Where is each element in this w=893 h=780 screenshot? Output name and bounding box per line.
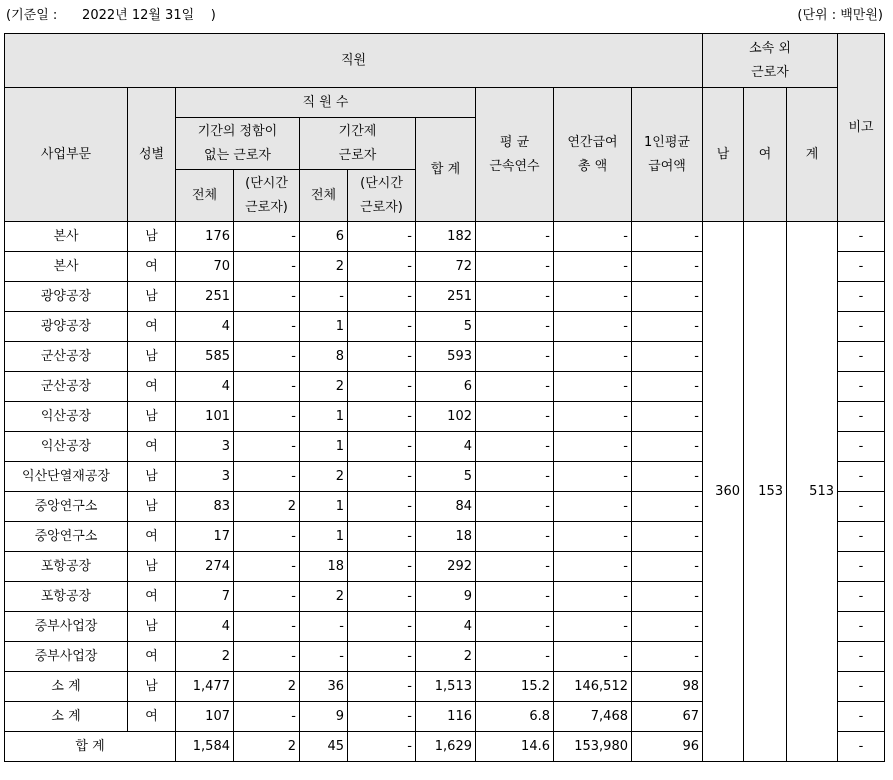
avg-tenure-cell: - (476, 522, 554, 552)
sum-cell: 182 (416, 222, 476, 252)
permanent-parttime-cell: - (234, 582, 300, 612)
gender-cell: 남 (128, 672, 176, 702)
avg-tenure-cell: - (476, 342, 554, 372)
contract-total-cell: - (300, 282, 348, 312)
total-pay-cell: - (554, 642, 632, 672)
avg-pay-cell: - (632, 462, 703, 492)
contract-parttime-cell: - (348, 312, 416, 342)
permanent-total-cell: 274 (176, 552, 234, 582)
remarks-cell: - (838, 342, 885, 372)
permanent-parttime-cell: - (234, 312, 300, 342)
contract-total-cell: 6 (300, 222, 348, 252)
permanent-parttime-cell: 2 (234, 732, 300, 762)
gender-cell: 여 (128, 252, 176, 282)
gender-cell: 여 (128, 582, 176, 612)
permanent-total-cell: 4 (176, 372, 234, 402)
avg-pay-cell: - (632, 372, 703, 402)
permanent-total-cell: 2 (176, 642, 234, 672)
contract-header: 기간제 근로자 (300, 118, 416, 170)
avg-tenure-header: 평 균 근속연수 (476, 88, 554, 222)
permanent-total-cell: 70 (176, 252, 234, 282)
avg-pay-cell: - (632, 222, 703, 252)
total-pay-cell: - (554, 222, 632, 252)
total-pay-header: 연간급여 총 액 (554, 88, 632, 222)
avg-pay-cell: - (632, 582, 703, 612)
division-cell: 광양공장 (5, 282, 128, 312)
division-cell: 소 계 (5, 672, 128, 702)
sum-cell: 5 (416, 312, 476, 342)
gender-cell: 남 (128, 492, 176, 522)
sum-cell: 4 (416, 432, 476, 462)
permanent-total-cell: 3 (176, 432, 234, 462)
contract-parttime-header: (단시간 근로자) (348, 170, 416, 222)
total-pay-cell: - (554, 522, 632, 552)
unit-label: (단위 : 백만원) (797, 8, 883, 23)
avg-tenure-cell: - (476, 222, 554, 252)
avg-pay-cell: - (632, 312, 703, 342)
contract-parttime-cell: - (348, 462, 416, 492)
avg-pay-cell: - (632, 612, 703, 642)
contract-parttime-cell: - (348, 642, 416, 672)
permanent-header: 기간의 정함이 없는 근로자 (176, 118, 300, 170)
permanent-parttime-cell: - (234, 282, 300, 312)
avg-pay-cell: - (632, 552, 703, 582)
employee-status-table (4, 33, 885, 762)
total-pay-cell: 146,512 (554, 672, 632, 702)
sum-header: 합 계 (416, 118, 476, 222)
total-pay-cell: - (554, 372, 632, 402)
total-pay-cell: - (554, 252, 632, 282)
division-cell: 중부사업장 (5, 612, 128, 642)
gender-cell: 남 (128, 402, 176, 432)
division-cell: 중부사업장 (5, 642, 128, 672)
sum-cell: 72 (416, 252, 476, 282)
permanent-total-cell: 3 (176, 462, 234, 492)
sum-cell: 4 (416, 612, 476, 642)
avg-tenure-cell: - (476, 282, 554, 312)
avg-pay-cell: - (632, 402, 703, 432)
contract-parttime-cell: - (348, 432, 416, 462)
permanent-parttime-cell: - (234, 462, 300, 492)
avg-pay-cell: 98 (632, 672, 703, 702)
contract-parttime-cell: - (348, 342, 416, 372)
contract-total-cell: 1 (300, 522, 348, 552)
contract-parttime-cell: - (348, 732, 416, 762)
permanent-parttime-cell: - (234, 432, 300, 462)
division-header: 사업부문 (5, 88, 128, 222)
gender-cell: 남 (128, 342, 176, 372)
sum-cell: 116 (416, 702, 476, 732)
avg-tenure-cell: - (476, 642, 554, 672)
remarks-cell: - (838, 372, 885, 402)
contract-total-cell: 18 (300, 552, 348, 582)
outside-female-value: 153 (744, 222, 787, 762)
gender-cell: 남 (128, 282, 176, 312)
division-cell: 포항공장 (5, 582, 128, 612)
permanent-parttime-cell: - (234, 402, 300, 432)
sum-cell: 84 (416, 492, 476, 522)
contract-parttime-cell: - (348, 402, 416, 432)
total-pay-cell: - (554, 432, 632, 462)
avg-tenure-cell: - (476, 372, 554, 402)
sum-cell: 593 (416, 342, 476, 372)
contract-parttime-cell: - (348, 582, 416, 612)
total-pay-cell: - (554, 492, 632, 522)
remarks-cell: - (838, 612, 885, 642)
avg-pay-cell: - (632, 282, 703, 312)
sum-cell: 1,513 (416, 672, 476, 702)
contract-parttime-cell: - (348, 252, 416, 282)
sum-cell: 292 (416, 552, 476, 582)
sum-cell: 6 (416, 372, 476, 402)
contract-total-cell: 1 (300, 312, 348, 342)
gender-cell: 여 (128, 432, 176, 462)
permanent-parttime-cell: 2 (234, 672, 300, 702)
total-pay-cell: - (554, 582, 632, 612)
permanent-total-cell: 1,477 (176, 672, 234, 702)
permanent-total-cell: 585 (176, 342, 234, 372)
total-pay-cell: - (554, 552, 632, 582)
division-cell: 익산공장 (5, 432, 128, 462)
contract-total-cell: 1 (300, 492, 348, 522)
table-row (5, 222, 885, 252)
contract-parttime-cell: - (348, 372, 416, 402)
outside-total-header: 계 (787, 88, 838, 222)
remarks-cell: - (838, 432, 885, 462)
division-cell: 군산공장 (5, 342, 128, 372)
outside-workers-header: 소속 외 근로자 (703, 34, 838, 88)
contract-total-cell: 2 (300, 372, 348, 402)
gender-cell: 여 (128, 702, 176, 732)
avg-pay-cell: - (632, 432, 703, 462)
sum-cell: 251 (416, 282, 476, 312)
remarks-cell: - (838, 252, 885, 282)
permanent-parttime-header: (단시간 근로자) (234, 170, 300, 222)
avg-pay-cell: - (632, 492, 703, 522)
avg-pay-cell: 96 (632, 732, 703, 762)
permanent-total-cell: 4 (176, 612, 234, 642)
contract-parttime-cell: - (348, 702, 416, 732)
avg-tenure-cell: - (476, 492, 554, 522)
remarks-cell: - (838, 642, 885, 672)
gender-cell: 여 (128, 372, 176, 402)
permanent-parttime-cell: - (234, 342, 300, 372)
contract-total-cell: - (300, 612, 348, 642)
remarks-cell: - (838, 402, 885, 432)
contract-parttime-cell: - (348, 552, 416, 582)
outside-female-header: 여 (744, 88, 787, 222)
division-cell: 중앙연구소 (5, 522, 128, 552)
remarks-cell: - (838, 552, 885, 582)
sum-cell: 1,629 (416, 732, 476, 762)
gender-header: 성별 (128, 88, 176, 222)
total-label: 합 계 (5, 732, 176, 762)
report-meta (6, 2, 883, 24)
contract-parttime-cell: - (348, 612, 416, 642)
remarks-header: 비고 (838, 34, 885, 222)
avg-tenure-cell: 14.6 (476, 732, 554, 762)
sum-cell: 5 (416, 462, 476, 492)
contract-total-cell: 36 (300, 672, 348, 702)
employees-header: 직원 (5, 34, 703, 88)
permanent-parttime-cell: - (234, 612, 300, 642)
contract-total-cell: 2 (300, 462, 348, 492)
remarks-cell: - (838, 672, 885, 702)
sum-cell: 18 (416, 522, 476, 552)
permanent-total-cell: 107 (176, 702, 234, 732)
permanent-total-header: 전체 (176, 170, 234, 222)
avg-pay-cell: 67 (632, 702, 703, 732)
permanent-total-cell: 83 (176, 492, 234, 522)
contract-parttime-cell: - (348, 222, 416, 252)
avg-pay-cell: - (632, 252, 703, 282)
avg-pay-cell: - (632, 522, 703, 552)
gender-cell: 남 (128, 612, 176, 642)
total-pay-cell: - (554, 462, 632, 492)
avg-tenure-cell: - (476, 462, 554, 492)
total-pay-cell: - (554, 282, 632, 312)
division-cell: 군산공장 (5, 372, 128, 402)
avg-tenure-cell: - (476, 252, 554, 282)
permanent-parttime-cell: - (234, 552, 300, 582)
contract-parttime-cell: - (348, 282, 416, 312)
base-date: (기준일 : 2022년 12월 31일 ) (6, 8, 216, 23)
contract-parttime-cell: - (348, 522, 416, 552)
remarks-cell: - (838, 312, 885, 342)
avg-tenure-cell: - (476, 312, 554, 342)
sum-cell: 2 (416, 642, 476, 672)
total-pay-cell: - (554, 312, 632, 342)
avg-pay-header: 1인평균 급여액 (632, 88, 703, 222)
avg-tenure-cell: - (476, 552, 554, 582)
outside-male-header: 남 (703, 88, 744, 222)
remarks-cell: - (838, 222, 885, 252)
avg-pay-cell: - (632, 342, 703, 372)
permanent-parttime-cell: - (234, 642, 300, 672)
sum-cell: 102 (416, 402, 476, 432)
permanent-parttime-cell: - (234, 522, 300, 552)
gender-cell: 여 (128, 522, 176, 552)
sum-cell: 9 (416, 582, 476, 612)
total-pay-cell: - (554, 342, 632, 372)
division-cell: 익산단열재공장 (5, 462, 128, 492)
contract-parttime-cell: - (348, 672, 416, 702)
remarks-cell: - (838, 732, 885, 762)
gender-cell: 여 (128, 642, 176, 672)
total-pay-cell: - (554, 402, 632, 432)
avg-tenure-cell: 15.2 (476, 672, 554, 702)
permanent-total-cell: 101 (176, 402, 234, 432)
division-cell: 소 계 (5, 702, 128, 732)
gender-cell: 남 (128, 222, 176, 252)
total-pay-cell: 7,468 (554, 702, 632, 732)
permanent-total-cell: 1,584 (176, 732, 234, 762)
remarks-cell: - (838, 282, 885, 312)
permanent-total-cell: 251 (176, 282, 234, 312)
permanent-parttime-cell: - (234, 252, 300, 282)
remarks-cell: - (838, 582, 885, 612)
total-pay-cell: - (554, 612, 632, 642)
division-cell: 중앙연구소 (5, 492, 128, 522)
permanent-total-cell: 17 (176, 522, 234, 552)
avg-pay-cell: - (632, 642, 703, 672)
avg-tenure-cell: - (476, 612, 554, 642)
avg-tenure-cell: - (476, 432, 554, 462)
remarks-cell: - (838, 492, 885, 522)
division-cell: 포항공장 (5, 552, 128, 582)
permanent-total-cell: 7 (176, 582, 234, 612)
contract-total-cell: 8 (300, 342, 348, 372)
gender-cell: 남 (128, 552, 176, 582)
contract-total-cell: 1 (300, 432, 348, 462)
contract-parttime-cell: - (348, 492, 416, 522)
remarks-cell: - (838, 522, 885, 552)
contract-total-cell: 1 (300, 402, 348, 432)
contract-total-cell: 2 (300, 582, 348, 612)
avg-tenure-cell: 6.8 (476, 702, 554, 732)
contract-total-cell: 45 (300, 732, 348, 762)
total-pay-cell: 153,980 (554, 732, 632, 762)
permanent-total-cell: 4 (176, 312, 234, 342)
contract-total-header: 전체 (300, 170, 348, 222)
avg-tenure-cell: - (476, 582, 554, 612)
outside-male-value: 360 (703, 222, 744, 762)
division-cell: 본사 (5, 222, 128, 252)
outside-total-value: 513 (787, 222, 838, 762)
permanent-total-cell: 176 (176, 222, 234, 252)
division-cell: 본사 (5, 252, 128, 282)
permanent-parttime-cell: - (234, 222, 300, 252)
division-cell: 익산공장 (5, 402, 128, 432)
remarks-cell: - (838, 462, 885, 492)
division-cell: 광양공장 (5, 312, 128, 342)
remarks-cell: - (838, 702, 885, 732)
gender-cell: 남 (128, 462, 176, 492)
contract-total-cell: 2 (300, 252, 348, 282)
permanent-parttime-cell: 2 (234, 492, 300, 522)
permanent-parttime-cell: - (234, 702, 300, 732)
permanent-parttime-cell: - (234, 372, 300, 402)
contract-total-cell: - (300, 642, 348, 672)
headcount-header: 직 원 수 (176, 88, 476, 118)
contract-total-cell: 9 (300, 702, 348, 732)
avg-tenure-cell: - (476, 402, 554, 432)
gender-cell: 여 (128, 312, 176, 342)
